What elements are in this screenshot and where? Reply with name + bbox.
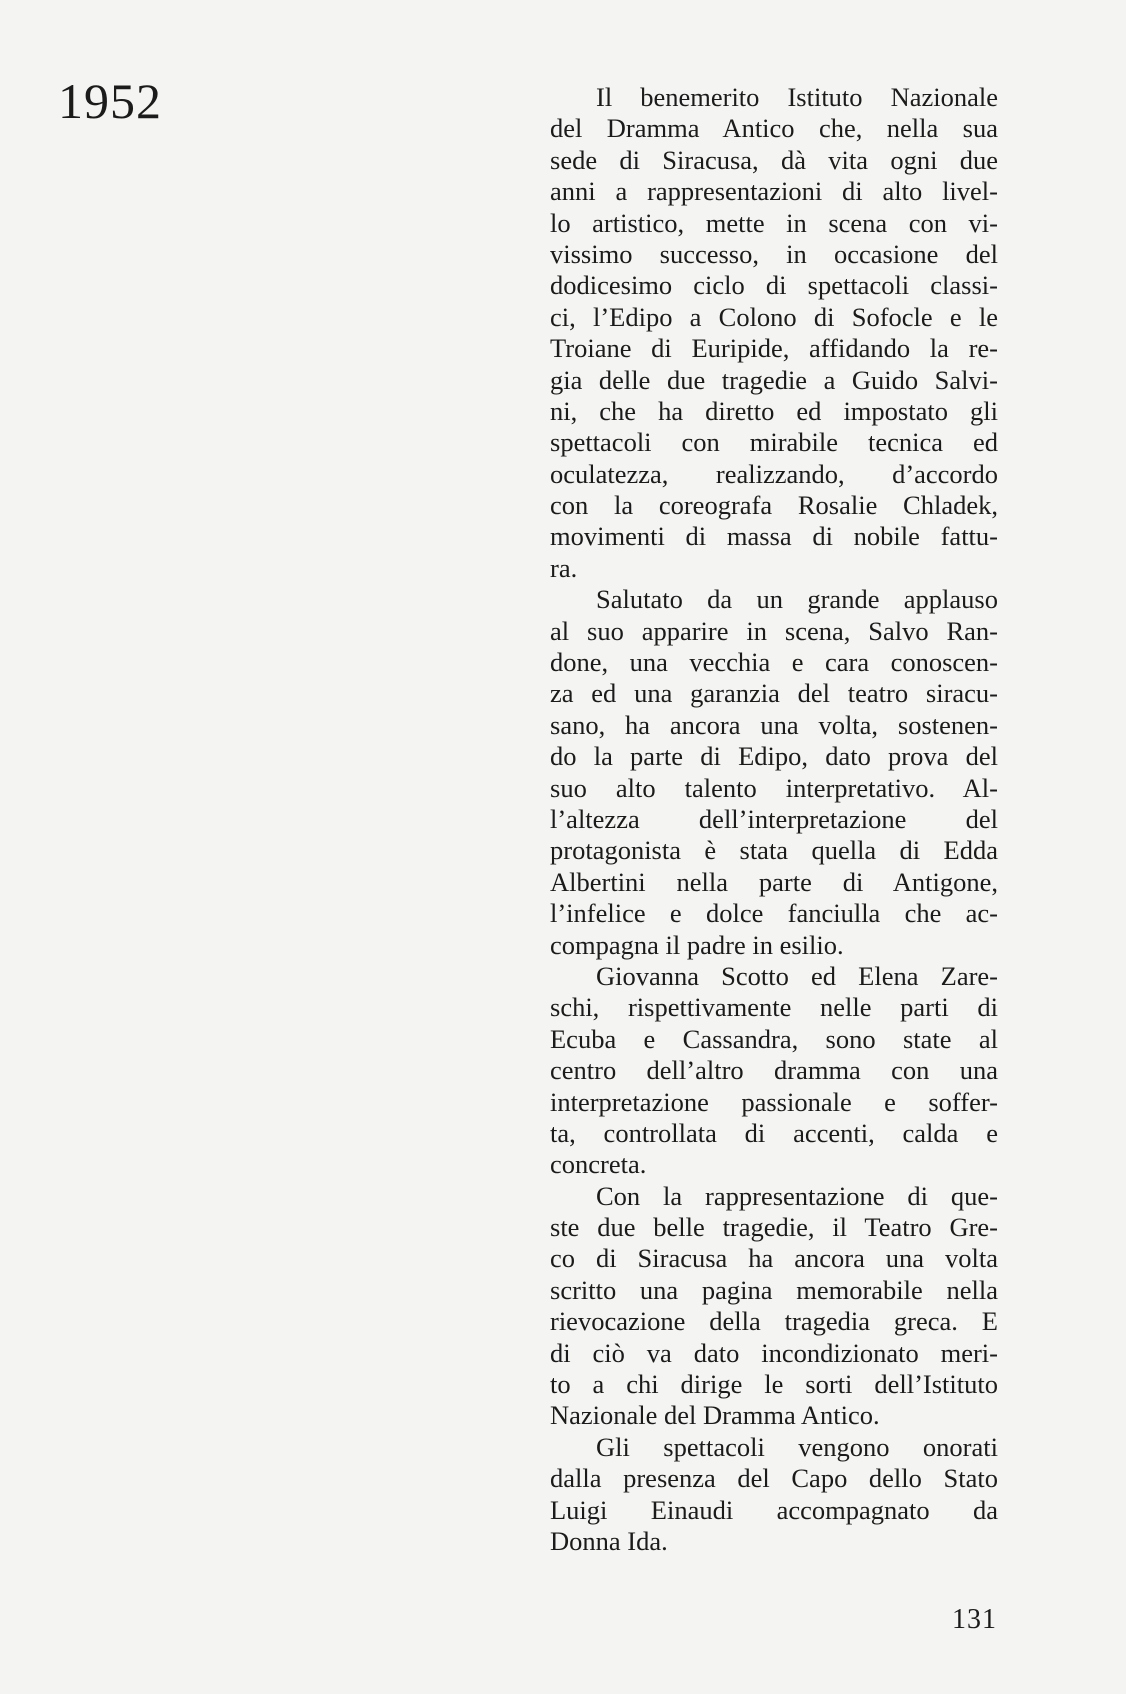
text-line: schi, rispettivamente nelle parti di: [550, 992, 998, 1023]
text-line: dodicesimo ciclo di spettacoli classi-: [550, 270, 998, 301]
text-line: Ecuba e Cassandra, sono state al: [550, 1023, 998, 1054]
text-line: spettacoli con mirabile tecnica ed: [550, 427, 998, 458]
text-line: Nazionale del Dramma Antico.: [550, 1400, 880, 1431]
page-number: 131: [952, 1604, 997, 1635]
text-line: Luigi Einaudi accompagnato da: [550, 1494, 998, 1525]
text-line: l’altezza dell’interpretazione del: [550, 803, 998, 834]
text-line: interpretazione passionale e soffer-: [550, 1086, 998, 1117]
text-line: ci, l’Edipo a Colono di Sofocle e le: [550, 301, 998, 332]
text-line: al suo apparire in scena, Salvo Ran-: [550, 615, 998, 646]
text-line: ta, controllata di accenti, calda e: [550, 1117, 998, 1148]
text-line: protagonista è stata quella di Edda: [550, 835, 998, 866]
paragraph: [550, 1432, 998, 1558]
text-line: suo alto talento interpretativo. Al-: [550, 772, 998, 803]
text-line: gia delle due tragedie a Guido Salvi-: [550, 364, 998, 395]
text-line: Albertini nella parte di Antigone,: [550, 866, 998, 897]
text-line: oculatezza, realizzando, d’accordo: [550, 458, 998, 489]
text-line: con la coreografa Rosalie Chladek,: [550, 490, 998, 521]
text-line: sede di Siracusa, dà vita ogni due: [550, 144, 998, 175]
text-line: rievocazione della tragedia greca. E: [550, 1306, 998, 1337]
text-line: za ed una garanzia del teatro siracu-: [550, 678, 998, 709]
article-body: [550, 82, 998, 1557]
text-line: lo artistico, mette in scena con vi-: [550, 207, 998, 238]
text-line: l’infelice e dolce fanciulla che ac-: [550, 898, 998, 929]
text-line: sano, ha ancora una volta, sostenen-: [550, 709, 998, 740]
text-line: Donna Ida.: [550, 1525, 668, 1556]
text-line: dalla presenza del Capo dello Stato: [550, 1463, 998, 1494]
text-line: Gli spettacoli vengono onorati: [596, 1431, 998, 1462]
text-line: di ciò va dato incondizionato meri-: [550, 1337, 998, 1368]
text-line: del Dramma Antico che, nella sua: [550, 113, 998, 144]
text-line: ni, che ha diretto ed impostato gli: [550, 395, 998, 426]
text-line: compagna il padre in esilio.: [550, 929, 844, 960]
text-line: concreta.: [550, 1149, 647, 1180]
text-line: ra.: [550, 552, 578, 583]
text-line: anni a rappresentazioni di alto livel-: [550, 176, 998, 207]
text-line: centro dell’altro dramma con una: [550, 1055, 998, 1086]
text-line: co di Siracusa ha ancora una volta: [550, 1243, 998, 1274]
text-line: scritto una pagina memorabile nella: [550, 1274, 998, 1305]
paragraph: [550, 1181, 998, 1432]
paragraph: [550, 961, 998, 1181]
text-line: Troiane di Euripide, affidando la re-: [550, 333, 998, 364]
text-line: vissimo successo, in occasione del: [550, 238, 998, 269]
text-line: Salutato da un grande applauso: [596, 584, 998, 615]
text-line: done, una vecchia e cara conoscen-: [550, 647, 998, 678]
text-line: to a chi dirige le sorti dell’Istituto: [550, 1369, 998, 1400]
text-line: Giovanna Scotto ed Elena Zare-: [596, 960, 998, 991]
paragraph: [550, 584, 998, 961]
year-heading: 1952: [58, 73, 162, 129]
text-line: Con la rappresentazione di que-: [596, 1180, 998, 1211]
paragraph: [550, 82, 998, 584]
text-line: Il benemerito Istituto Nazionale: [596, 82, 998, 112]
text-line: movimenti di massa di nobile fattu-: [550, 521, 998, 552]
text-line: ste due belle tragedie, il Teatro Gre-: [550, 1212, 998, 1243]
text-line: do la parte di Edipo, dato prova del: [550, 741, 998, 772]
